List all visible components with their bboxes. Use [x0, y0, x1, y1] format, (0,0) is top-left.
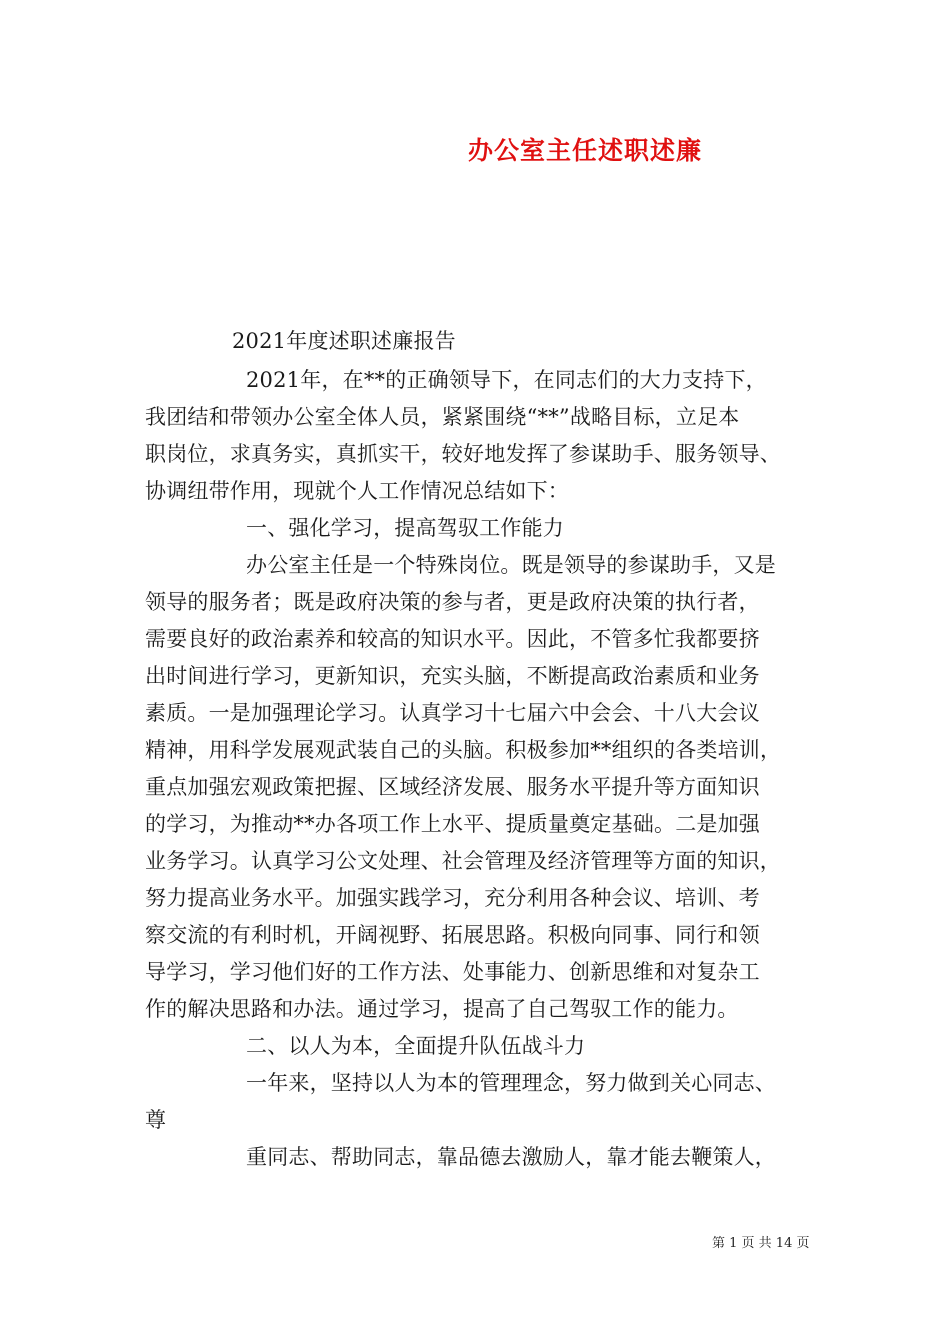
paragraph-line: 出时间进行学习，更新知识，充实头脑，不断提高政治素质和业务 — [145, 664, 760, 688]
document-title: 办公室主任述职述廉 — [468, 136, 703, 165]
paragraph-line: 领导的服务者；既是政府决策的参与者，更是政府决策的执行者， — [145, 590, 760, 614]
paragraph-line: 导学习，学习他们好的工作方法、处事能力、创新思维和对复杂工 — [145, 960, 760, 984]
section-heading: 一、强化学习，提高驾驭工作能力 — [246, 516, 564, 540]
paragraph-line: 职岗位，求真务实，真抓实干，较好地发挥了参谋助手、服务领导、 — [145, 442, 781, 466]
paragraph-line: 业务学习。认真学习公文处理、社会管理及经济管理等方面的知识， — [145, 849, 781, 873]
paragraph-line: 察交流的有利时机，开阔视野、拓展思路。积极向同事、同行和领 — [145, 923, 760, 947]
paragraph-line: 办公室主任是一个特殊岗位。既是领导的参谋助手，又是 — [246, 553, 776, 577]
paragraph-line: 需要良好的政治素养和较高的知识水平。因此，不管多忙我都要挤 — [145, 627, 760, 651]
paragraph-line: 重点加强宏观政策把握、区域经济发展、服务水平提升等方面知识 — [145, 775, 760, 799]
paragraph-line: 协调纽带作用，现就个人工作情况总结如下： — [145, 479, 569, 503]
paragraph-line: 我团结和带领办公室全体人员，紧紧围绕“**”战略目标，立足本 — [145, 405, 740, 429]
paragraph-line: 努力提高业务水平。加强实践学习，充分利用各种会议、培训、考 — [145, 886, 760, 910]
report-subtitle: 2021年度述职述廉报告 — [232, 329, 456, 353]
section-heading: 二、以人为本，全面提升队伍战斗力 — [246, 1034, 586, 1058]
paragraph-line: 精神，用科学发展观武装自己的头脑。积极参加**组织的各类培训， — [145, 738, 782, 762]
paragraph-line: 尊 — [145, 1108, 167, 1132]
paragraph-line: 的学习，为推动**办各项工作上水平、提质量奠定基础。二是加强 — [145, 812, 760, 836]
paragraph-line: 作的解决思路和办法。通过学习，提高了自己驾驭工作的能力。 — [145, 997, 739, 1021]
paragraph-line: 2021年，在**的正确领导下，在同志们的大力支持下， — [246, 368, 767, 392]
paragraph-line: 重同志、帮助同志，靠品德去激励人，靠才能去鞭策人， — [246, 1145, 776, 1169]
paragraph-line: 素质。一是加强理论学习。认真学习十七届六中会会、十八大会议 — [145, 701, 760, 725]
page-number-footer: 第 1 页 共 14 页 — [712, 1236, 810, 1251]
paragraph-line: 一年来，坚持以人为本的管理理念，努力做到关心同志、 — [246, 1071, 776, 1095]
